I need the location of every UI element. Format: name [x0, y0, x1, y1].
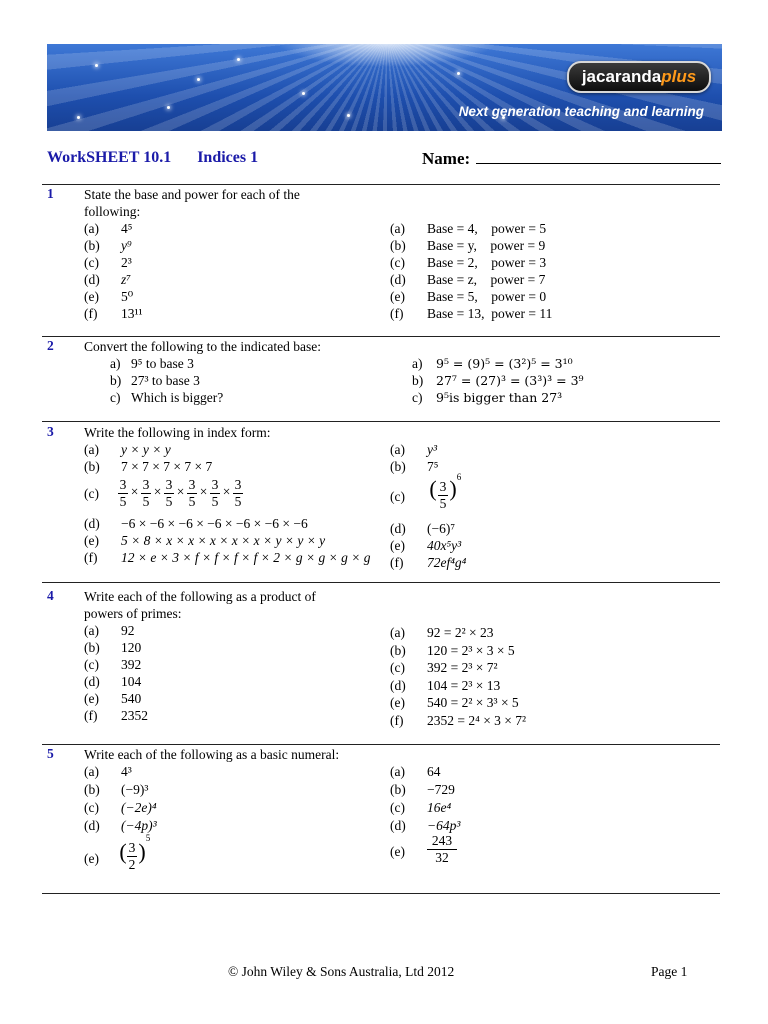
question-1-number: 1	[47, 186, 54, 201]
divider	[42, 744, 720, 745]
question-4-prompt: Write each of the following as a product of powers of primes:	[84, 589, 316, 621]
name-label: Name:	[422, 149, 471, 168]
question-3-prompt: Write the following in index form:	[84, 425, 271, 440]
fraction-answer: $\frac{243}{32}$	[427, 833, 457, 866]
page-number: Page 1	[651, 964, 688, 979]
question-5-number: 5	[47, 746, 54, 761]
divider	[42, 893, 720, 894]
divider	[42, 421, 720, 422]
worksheet-subtitle: Indices 1	[197, 149, 259, 166]
question-3-number: 3	[47, 424, 54, 439]
question-5-prompt: Write each of the following as a basic numeral:	[84, 747, 340, 762]
worksheet-title: WorkSHEET 10.1 Indices 1	[47, 149, 259, 166]
name-blank-line	[476, 149, 721, 164]
divider	[42, 184, 720, 185]
question-2-number: 2	[47, 338, 54, 353]
question-4-number: 4	[47, 588, 54, 603]
jacaranda-plus-logo: jacarandaplus	[567, 61, 711, 93]
divider	[42, 582, 720, 583]
question-2-prompt: Convert the following to the indicated base:	[84, 339, 321, 354]
header-banner	[47, 44, 722, 131]
banner-tagline: Next generation teaching and learning	[458, 104, 704, 119]
copyright-text: © John Wiley & Sons Australia, Ltd 2012	[228, 964, 455, 979]
name-field	[422, 149, 721, 169]
divider	[42, 336, 720, 337]
question-1-prompt: State the base and power for each of the following:	[84, 187, 300, 219]
